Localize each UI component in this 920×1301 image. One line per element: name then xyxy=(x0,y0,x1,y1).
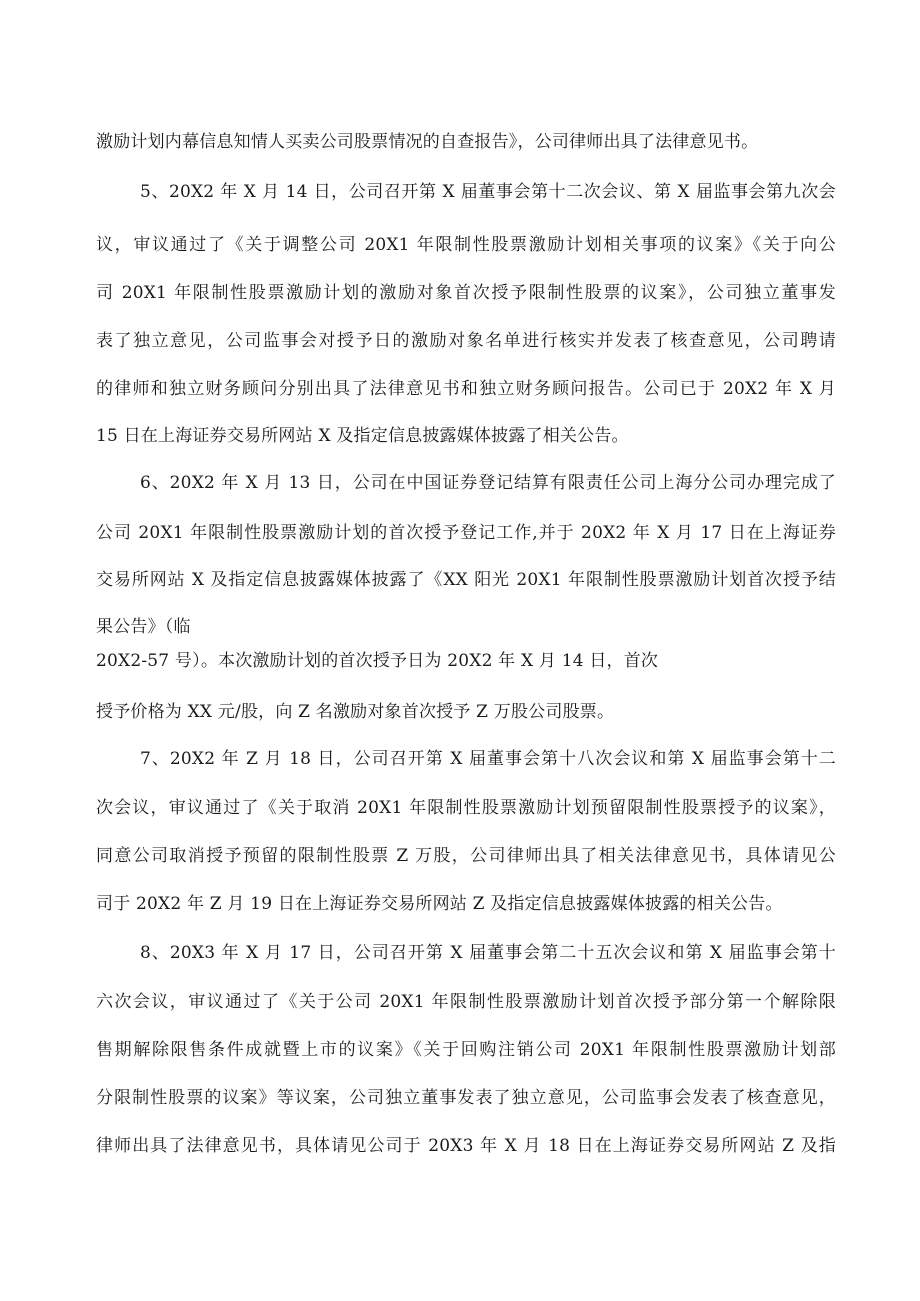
text-line: 分限制性股票的议案》等议案，公司独立董事发表了独立意见，公司监事会发表了核查意见， xyxy=(96,1088,836,1108)
text-line: 的律师和独立财务顾问分别出具了法律意见书和独立财务顾问报告。公司已于 20X2 年 X 月 xyxy=(96,379,836,399)
text-line: 授予价格为 XX 元/股，向 Z 名激励对象首次授予 Z 万股公司股票。 xyxy=(96,702,615,722)
text-line: 售期解除限售条件成就暨上市的议案》《关于回购注销公司 20X1 年限制性股票激励计划部 xyxy=(96,1040,836,1060)
text-line: 六次会议，审议通过了《关于公司 20X1 年限制性股票激励计划首次授予部分第一个解除限 xyxy=(96,992,836,1012)
text-line: 15 日在上海证券交易所网站 X 及指定信息披露媒体披露了相关公告。 xyxy=(96,426,629,446)
text-line: 公司 20X1 年限制性股票激励计划的首次授予登记工作,并于 20X2 年 X 月 17 日在上海证券 xyxy=(96,523,836,543)
text-line: 20X2-57 号）。本次激励计划的首次授予日为 20X2 年 X 月 14 日，首次 xyxy=(96,651,659,671)
text-line: 果公告》（临 xyxy=(96,617,191,637)
text-line: 次会议，审议通过了《关于取消 20X1 年限制性股票激励计划预留限制性股票授予的议案》， xyxy=(96,798,836,818)
text-line: 议，审议通过了《关于调整公司 20X1 年限制性股票激励计划相关事项的议案》《关于向公 xyxy=(96,235,836,255)
paragraph-6-line: 6、20X2 年 X 月 13 日，公司在中国证券登记结算有限责任公司上海分公司办理完成了 xyxy=(140,473,836,493)
text-line: 同意公司取消授予预留的限制性股票 Z 万股，公司律师出具了相关法律意见书，具体请见公 xyxy=(96,846,836,866)
text-line: 交易所网站 X 及指定信息披露媒体披露了《XX 阳光 20X1 年限制性股票激励计划首次授予结 xyxy=(96,570,836,590)
text-line: 司于 20X2 年 Z 月 19 日在上海证券交易所网站 Z 及指定信息披露媒体披露的相关公告。 xyxy=(96,894,783,914)
text-line: 司 20X1 年限制性股票激励计划的激励对象首次授予限制性股票的议案》，公司独立董事发 xyxy=(96,283,836,303)
text-line: 表了独立意见，公司监事会对授予日的激励对象名单进行核实并发表了核查意见，公司聘请 xyxy=(96,331,836,351)
paragraph-7-line: 7、20X2 年 Z 月 18 日，公司召开第 X 届董事会第十八次会议和第 X 届监事会第十二 xyxy=(140,749,836,769)
text-line: 激励计划内幕信息知情人买卖公司股票情况的自查报告》，公司律师出具了法律意见书。 xyxy=(96,132,759,152)
paragraph-8-line: 8、20X3 年 X 月 17 日，公司召开第 X 届董事会第二十五次会议和第 X 届监事会第十 xyxy=(140,943,836,963)
paragraph-5-line: 5、20X2 年 X 月 14 日，公司召开第 X 届董事会第十二次会议、第 X 届监事会第九次会 xyxy=(140,182,836,202)
text-line: 律师出具了法律意见书，具体请见公司于 20X3 年 X 月 18 日在上海证券交易所网站 Z 及指 xyxy=(96,1136,836,1156)
